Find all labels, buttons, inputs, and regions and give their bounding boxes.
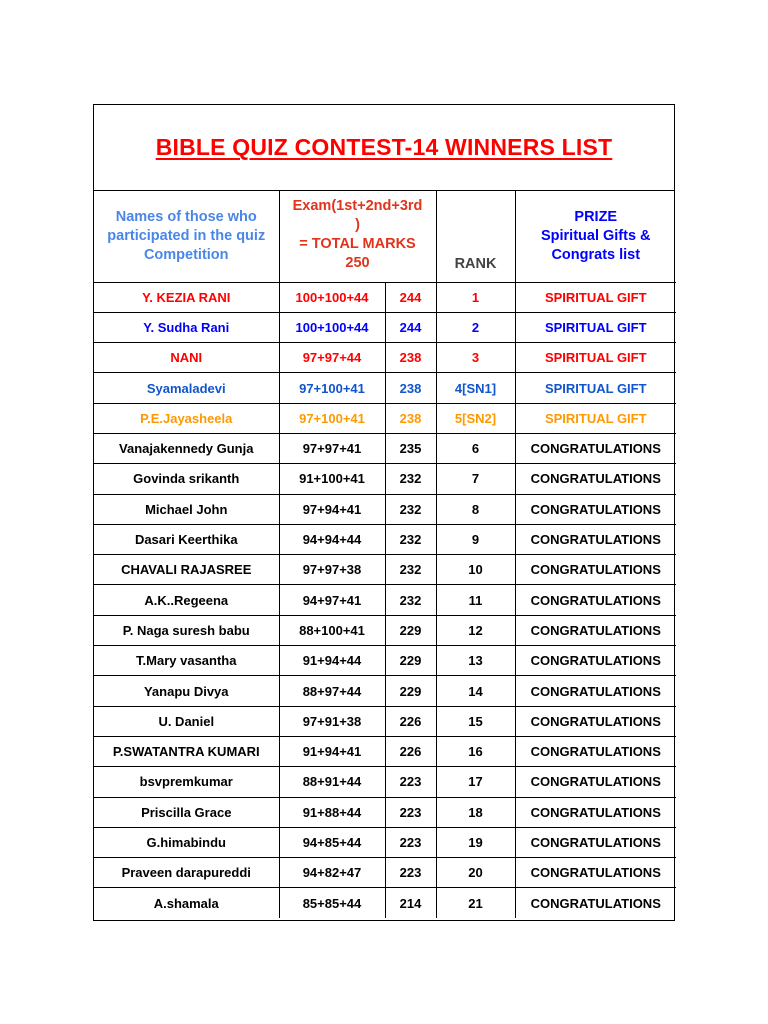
header-exam-line2: ): [355, 217, 360, 233]
cell-prize: CONGRATULATIONS: [515, 524, 676, 554]
cell-name: Govinda srikanth: [94, 464, 279, 494]
cell-name: Yanapu Divya: [94, 676, 279, 706]
table-row: [94, 524, 676, 554]
cell-total: 229: [385, 646, 436, 676]
cell-prize: CONGRATULATIONS: [515, 888, 676, 918]
table-row: [94, 373, 676, 403]
cell-total: 238: [385, 403, 436, 433]
cell-total: 232: [385, 464, 436, 494]
cell-name: bsvpremkumar: [94, 767, 279, 797]
cell-name: Michael John: [94, 494, 279, 524]
header-row: [94, 191, 676, 282]
cell-rank: 20: [436, 858, 515, 888]
cell-total: 232: [385, 494, 436, 524]
cell-rank: 5[SN2]: [436, 403, 515, 433]
cell-name: P.E.Jayasheela: [94, 403, 279, 433]
cell-name: CHAVALI RAJASREE: [94, 555, 279, 585]
cell-marks: 91+94+44: [279, 646, 385, 676]
cell-marks: 97+97+44: [279, 343, 385, 373]
cell-marks: 85+85+44: [279, 888, 385, 918]
cell-marks: 97+97+38: [279, 555, 385, 585]
cell-name: T.Mary vasantha: [94, 646, 279, 676]
table-row: [94, 736, 676, 766]
header-rank: RANK: [436, 191, 515, 282]
cell-prize: SPIRITUAL GIFT: [515, 403, 676, 433]
cell-prize: CONGRATULATIONS: [515, 706, 676, 736]
header-prize-line3: Congrats list: [551, 246, 641, 263]
cell-marks: 91+88+44: [279, 797, 385, 827]
header-exam-line3: = TOTAL MARKS: [299, 236, 416, 252]
cell-total: 223: [385, 858, 436, 888]
cell-rank: 8: [436, 494, 515, 524]
table-row: [94, 888, 676, 918]
cell-rank: 16: [436, 736, 515, 766]
table-row: [94, 403, 676, 433]
cell-rank: 15: [436, 706, 515, 736]
cell-prize: CONGRATULATIONS: [515, 464, 676, 494]
table-row: [94, 767, 676, 797]
cell-name: G.himabindu: [94, 827, 279, 857]
cell-prize: CONGRATULATIONS: [515, 858, 676, 888]
cell-total: 226: [385, 706, 436, 736]
table-row: [94, 282, 676, 312]
cell-marks: 88+91+44: [279, 767, 385, 797]
cell-total: 232: [385, 585, 436, 615]
cell-prize: SPIRITUAL GIFT: [515, 282, 676, 312]
cell-total: 232: [385, 524, 436, 554]
cell-marks: 100+100+44: [279, 312, 385, 342]
cell-prize: CONGRATULATIONS: [515, 736, 676, 766]
cell-total: 238: [385, 373, 436, 403]
cell-prize: CONGRATULATIONS: [515, 797, 676, 827]
cell-name: Dasari Keerthika: [94, 524, 279, 554]
cell-marks: 94+82+47: [279, 858, 385, 888]
cell-name: Praveen darapureddi: [94, 858, 279, 888]
table-row: [94, 676, 676, 706]
cell-name: P.SWATANTRA KUMARI: [94, 736, 279, 766]
cell-marks: 94+97+41: [279, 585, 385, 615]
cell-prize: SPIRITUAL GIFT: [515, 343, 676, 373]
cell-rank: 1: [436, 282, 515, 312]
cell-total: 226: [385, 736, 436, 766]
title-cell: [94, 105, 674, 191]
cell-name: A.shamala: [94, 888, 279, 918]
winners-table: [94, 191, 676, 918]
cell-prize: SPIRITUAL GIFT: [515, 373, 676, 403]
cell-prize: CONGRATULATIONS: [515, 585, 676, 615]
cell-name: Syamaladevi: [94, 373, 279, 403]
cell-name: Y. KEZIA RANI: [94, 282, 279, 312]
cell-name: Priscilla Grace: [94, 797, 279, 827]
cell-name: NANI: [94, 343, 279, 373]
cell-marks: 88+100+41: [279, 615, 385, 645]
cell-rank: 17: [436, 767, 515, 797]
cell-prize: CONGRATULATIONS: [515, 494, 676, 524]
table-row: [94, 706, 676, 736]
cell-total: 223: [385, 767, 436, 797]
cell-total: 223: [385, 827, 436, 857]
cell-prize: CONGRATULATIONS: [515, 555, 676, 585]
cell-marks: 88+97+44: [279, 676, 385, 706]
table-row: [94, 343, 676, 373]
cell-rank: 13: [436, 646, 515, 676]
table-row: [94, 494, 676, 524]
header-prize-line1: PRIZE: [574, 208, 618, 225]
cell-rank: 9: [436, 524, 515, 554]
cell-marks: 97+100+41: [279, 373, 385, 403]
cell-total: 223: [385, 797, 436, 827]
table-row: [94, 464, 676, 494]
table-row: [94, 646, 676, 676]
cell-rank: 19: [436, 827, 515, 857]
cell-prize: CONGRATULATIONS: [515, 767, 676, 797]
cell-marks: 97+100+41: [279, 403, 385, 433]
cell-marks: 97+91+38: [279, 706, 385, 736]
table-row: [94, 555, 676, 585]
cell-total: 235: [385, 433, 436, 463]
table-row: [94, 615, 676, 645]
cell-rank: 3: [436, 343, 515, 373]
cell-rank: 14: [436, 676, 515, 706]
cell-name: U. Daniel: [94, 706, 279, 736]
table-row: [94, 585, 676, 615]
header-exam-line4: 250: [345, 255, 370, 271]
cell-marks: 94+94+44: [279, 524, 385, 554]
cell-prize: SPIRITUAL GIFT: [515, 312, 676, 342]
cell-marks: 91+100+41: [279, 464, 385, 494]
cell-total: 214: [385, 888, 436, 918]
cell-rank: 7: [436, 464, 515, 494]
cell-marks: 97+97+41: [279, 433, 385, 463]
cell-total: 232: [385, 555, 436, 585]
winners-sheet: [93, 104, 675, 921]
header-names: Names of those who participated in the quiz Competition: [94, 191, 279, 282]
cell-total: 229: [385, 615, 436, 645]
cell-rank: 2: [436, 312, 515, 342]
cell-prize: CONGRATULATIONS: [515, 433, 676, 463]
header-exam: [279, 191, 436, 282]
cell-total: 229: [385, 676, 436, 706]
cell-marks: 97+94+41: [279, 494, 385, 524]
cell-prize: CONGRATULATIONS: [515, 646, 676, 676]
cell-rank: 21: [436, 888, 515, 918]
cell-total: 244: [385, 282, 436, 312]
header-prize: [515, 191, 676, 282]
page-title: BIBLE QUIZ CONTEST-14 WINNERS LIST: [155, 134, 613, 160]
cell-rank: 6: [436, 433, 515, 463]
cell-prize: CONGRATULATIONS: [515, 615, 676, 645]
table-row: [94, 312, 676, 342]
header-prize-line2: Spiritual Gifts &: [540, 227, 651, 244]
cell-prize: CONGRATULATIONS: [515, 676, 676, 706]
cell-total: 238: [385, 343, 436, 373]
cell-name: P. Naga suresh babu: [94, 615, 279, 645]
header-exam-line1: Exam(1st+2nd+3rd: [292, 198, 423, 214]
cell-name: Vanajakennedy Gunja: [94, 433, 279, 463]
cell-total: 244: [385, 312, 436, 342]
cell-prize: CONGRATULATIONS: [515, 827, 676, 857]
cell-rank: 18: [436, 797, 515, 827]
cell-rank: 10: [436, 555, 515, 585]
cell-name: Y. Sudha Rani: [94, 312, 279, 342]
cell-marks: 94+85+44: [279, 827, 385, 857]
table-row: [94, 858, 676, 888]
table-row: [94, 827, 676, 857]
table-row: [94, 433, 676, 463]
table-row: [94, 797, 676, 827]
cell-marks: 91+94+41: [279, 736, 385, 766]
cell-rank: 4[SN1]: [436, 373, 515, 403]
cell-rank: 11: [436, 585, 515, 615]
cell-name: A.K..Regeena: [94, 585, 279, 615]
cell-marks: 100+100+44: [279, 282, 385, 312]
cell-rank: 12: [436, 615, 515, 645]
